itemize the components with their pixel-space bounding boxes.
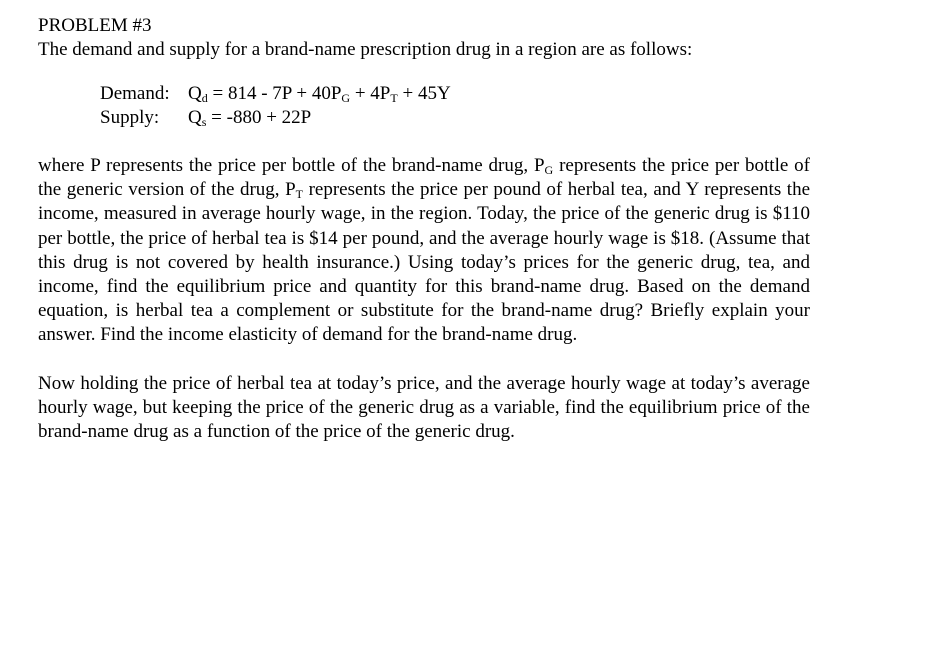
demand-lhs-subscript: d bbox=[201, 91, 208, 105]
paragraph-1-pg-subscript: G bbox=[544, 163, 554, 177]
paragraph-1-pt-subscript: T bbox=[295, 187, 304, 202]
demand-pt-subscript: T bbox=[390, 91, 398, 105]
demand-label: Demand: bbox=[100, 83, 170, 104]
problem-heading: PROBLEM #3 bbox=[38, 15, 152, 36]
demand-rhs-mid: + 4P bbox=[350, 83, 391, 104]
equations-block bbox=[100, 82, 810, 130]
demand-rhs-start: = 814 - 7P + 40P bbox=[207, 83, 342, 104]
supply-rhs: = -880 + 22P bbox=[206, 107, 312, 128]
supply-label: Supply: bbox=[100, 107, 160, 128]
demand-lhs: Q bbox=[188, 83, 202, 104]
supply-lhs: Q bbox=[188, 107, 202, 128]
demand-rhs-end: + 45Y bbox=[397, 83, 451, 104]
problem-paragraph-1 bbox=[38, 154, 810, 348]
problem-paragraph-2: Now holding the price of herbal tea at today’s price, and the average hourly wage at today’s average hourly wage, but keeping the price of the generic drug as a variable, find the equilibrium price of the brand-name drug as a function of the price of the generic drug. bbox=[38, 372, 810, 443]
demand-pg-subscript: G bbox=[341, 91, 351, 105]
paragraph-1-part-2: represents the price per bottle of the generic version of the drug, P bbox=[38, 155, 810, 201]
paragraph-1-part-3: represents the price per pound of herbal tea, and Y represents the income, measured in average hourly wage, in the region. Today, the price of the generic drug is $110 per bottle, the price of herbal tea is $14 per pound, and the average hourly wage is $18. (Assume that this drug is not covered by health insurance.) Using today’s prices for the generic drug, tea, and income, find the equilibrium price and quantity for this brand-name drug. Based on the demand equation, is herbal tea a complement or substitute for the brand-name drug? Briefly explain your answer. Find the income elasticity of demand for the brand-name drug. bbox=[38, 179, 811, 346]
paragraph-1-part-1: where P represents the price per bottle of the brand-name drug, P bbox=[38, 155, 545, 176]
demand-equation bbox=[100, 82, 810, 106]
problem-intro: The demand and supply for a brand-name prescription drug in a region are as follows: bbox=[38, 39, 693, 60]
demand-formula bbox=[188, 82, 451, 106]
supply-equation bbox=[100, 106, 810, 130]
supply-formula bbox=[188, 106, 311, 130]
supply-lhs-subscript: s bbox=[201, 115, 207, 129]
problem-page bbox=[38, 14, 810, 463]
